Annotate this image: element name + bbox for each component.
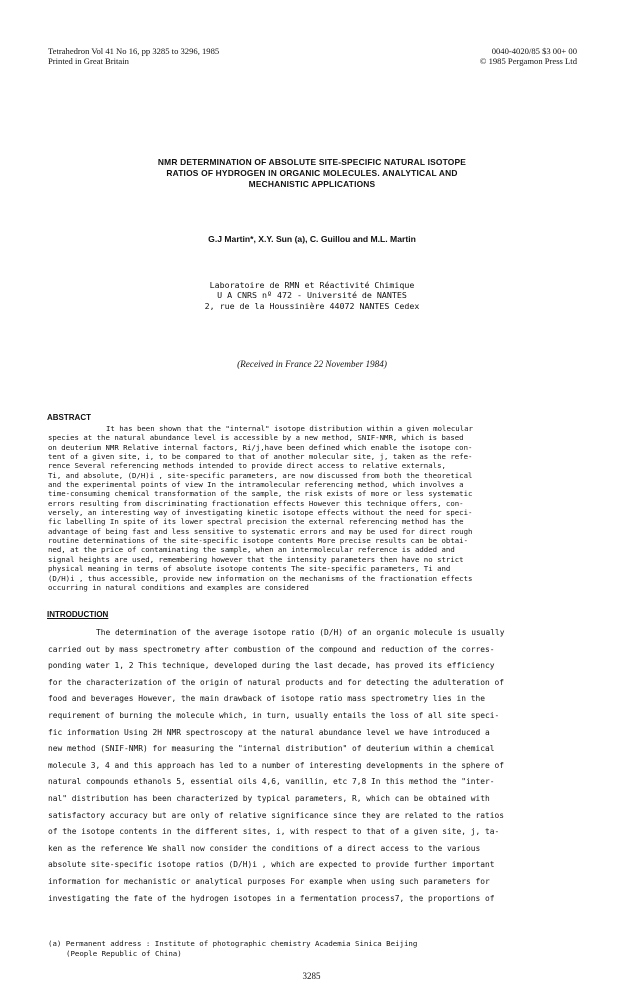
intro-line: of the isotope contents in the different sites, i, with respect to that of a given site, j, ta- — [48, 827, 500, 837]
intro-line: carried out by mass spectrometry after combustion of the compound and reduction of the corres- — [48, 644, 495, 654]
title-line: RATIOS OF HYDROGEN IN ORGANIC MOLECULES. ANALYTICAL AND — [166, 168, 458, 178]
abstract-line: time-consuming chemical transformation of the sample, the risk exists of more or less systematic — [48, 489, 473, 499]
publisher-header — [480, 46, 577, 66]
abstract-line: species at the natural abundance level is accessible by a new method, SNIF-NMR, which is based — [48, 433, 464, 443]
abstract-line: signal heights are used, remembering however that the intensity parameters then have no strict — [48, 554, 464, 564]
journal-header — [48, 46, 219, 66]
printed-location: Printed in Great Britain — [48, 56, 129, 66]
abstract-line: errors resulting from discriminating fractionation effects However this technique offers, con- — [48, 498, 464, 508]
abstract-line: and the experimental points of view In the intramolecular referencing method, which involves a — [48, 480, 464, 490]
abstract-line: It has been shown that the "internal" isotope distribution within a given molecular — [106, 424, 473, 433]
intro-line: absolute site-specific isotope ratios (D/H)i , which are expected to provide further important — [48, 860, 495, 870]
copyright-notice: © 1985 Pergamon Press Ltd — [479, 56, 577, 66]
introduction-heading: INTRODUCTION — [47, 610, 109, 619]
affiliation — [48, 280, 576, 311]
paper-title — [48, 157, 576, 190]
intro-line: molecule 3, 4 and this approach has led to a number of interesting developments in the sphere of — [48, 760, 505, 770]
abstract-line: occurring in natural conditions and examples are considered — [48, 582, 309, 592]
intro-line: food and beverages However, the main drawback of isotope ratio mass spectrometry lies in the — [48, 694, 486, 704]
abstract-line: advantage of being fast and less sensitive to systematic errors and may be used for direct rough — [48, 526, 473, 536]
abstract-line: physical meaning in terms of absolute isotope contents The site-specific parameters, Ti and — [48, 564, 451, 574]
intro-line: satisfactory accuracy but are only of relative significance since they are related to the ratios — [48, 810, 505, 820]
intro-line: requirement of burning the molecule which, in turn, usually entails the loss of all site speci- — [48, 710, 500, 720]
journal-citation: Tetrahedron Vol 41 No 16, pp 3285 to 3296, 1985 — [48, 46, 220, 56]
intro-line: fic information Using 2H NMR spectroscopy at the natural abundance level we have introduced a — [48, 727, 490, 737]
intro-line: new method (SNIF-NMR) for measuring the "internal distribution" of deuterium within a chemical — [48, 744, 495, 754]
abstract-line: (D/H)i , thus accessible, provide new information on the mechanisms of the fractionation effects — [48, 573, 473, 583]
intro-line: ponding water 1, 2 This technique, developed during the last decade, has proved its efficiency — [48, 661, 495, 671]
issn-code: 0040-4020/85 $3 00+ 00 — [491, 46, 577, 56]
author-list: G.J Martin*, X.Y. Sun (a), C. Guillou and M.L. Martin — [208, 234, 416, 244]
abstract-heading: ABSTRACT — [47, 413, 91, 422]
abstract-line: tent of a given site, i, to be compared to that of another molecular site, j, taken as the refe- — [48, 452, 473, 462]
footnote-line: (People Republic of China) — [66, 948, 182, 958]
intro-line: nal" distribution has been characterized by typical parameters, R, which can be obtained with — [48, 793, 490, 803]
intro-line: investigating the fate of the hydrogen isotopes in a fermentation process7, the proportions of — [48, 893, 495, 903]
abstract-line: versely, an interesting way of investigating kinetic isotope effects without the need for speci- — [48, 508, 473, 518]
intro-line: for the characterization of the origin of natural products and for detecting the adulteration of — [48, 677, 505, 687]
intro-line: ken as the reference We shall now consider the conditions of a direct access to the various — [48, 843, 481, 853]
abstract-line: fic labelling In spite of its lower spectral precision the external referencing method has the — [48, 517, 464, 527]
intro-line: natural compounds ethanols 5, essential oils 4,6, vanillin, etc 7,8 In this method the "inter- — [48, 777, 495, 787]
introduction-body — [48, 625, 580, 907]
received-date: (Received in France 22 November 1984) — [237, 359, 387, 369]
abstract-line: on deuterium NMR Relative internal factors, Ri/j,have been defined which enable the isotope con- — [48, 442, 473, 452]
title-line: MECHANISTIC APPLICATIONS — [248, 179, 376, 189]
title-line: NMR DETERMINATION OF ABSOLUTE SITE-SPECIFIC NATURAL ISOTOPE — [157, 157, 467, 167]
abstract-line: Ti, and absolute, (D/H)i , site-specific parameters, are now discussed from both the theoretical — [48, 470, 473, 480]
intro-line: The determination of the average isotope ratio (D/H) of an organic molecule is usually — [96, 628, 505, 637]
affiliation-line: U A CNRS nº 472 - Université de NANTES — [217, 290, 407, 301]
footnote — [48, 939, 580, 958]
page-number: 3285 — [302, 971, 321, 981]
abstract-line: ned, at the price of contaminating the sample, when an intermolecular reference is added and — [48, 545, 455, 555]
abstract-line: routine determinations of the site-specific isotope contents More precise results can be obtai- — [48, 536, 469, 546]
affiliation-line: 2, rue de la Houssinière 44072 NANTES Cedex — [204, 300, 420, 311]
intro-line: information for mechanistic or analytical purposes For example when using such parameters for — [48, 876, 490, 886]
abstract-line: rence Several referencing methods intended to provide direct access to relative externals, — [48, 461, 446, 471]
footnote-line: (a) Permanent address : Institute of photographic chemistry Academia Sinica Beijing — [48, 939, 418, 948]
affiliation-line: Laboratoire de RMN et Réactivité Chimique — [209, 280, 415, 290]
abstract-body — [48, 424, 580, 592]
